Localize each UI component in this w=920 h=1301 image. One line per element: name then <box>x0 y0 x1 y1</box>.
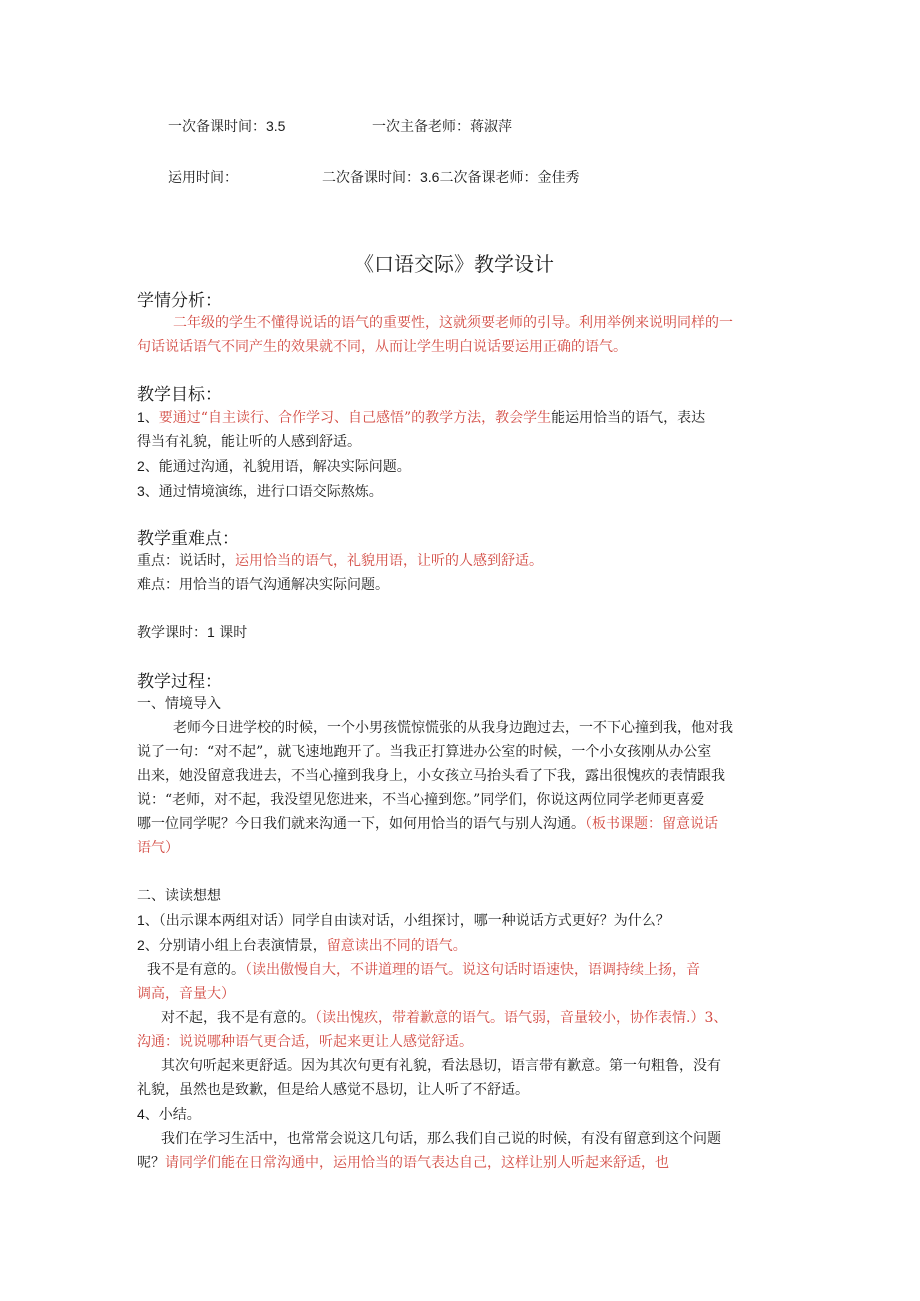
analysis-heading: 学情分析： <box>137 291 222 311</box>
prep2-label: 二次备课时间： <box>322 170 420 186</box>
key-point-main <box>137 549 787 573</box>
dialogue-note-tail: 沟通：说说哪种语气更合适，听起来更让人感觉舒适。 <box>137 1034 473 1050</box>
key-point-text: 运用恰当的语气，礼貌用语，让听的人感到舒适。 <box>235 553 543 569</box>
spacer <box>137 860 787 884</box>
paragraph-line: 礼貌，虽然也是致歉，但是给人感觉不恳切，让人听了不舒适。 <box>137 1082 529 1098</box>
section-title: 一、情境导入 <box>137 696 221 712</box>
dialogue-note: （读出傲慢自大，不讲道理的语气。说这句话时语速快，语调持续上扬，音 <box>245 962 700 978</box>
paragraph-line <box>137 1151 787 1175</box>
paragraph-text: 呢？ <box>137 1155 165 1171</box>
key-heading: 教学重难点： <box>137 529 239 549</box>
paragraph-line: 我们在学习生活中，也常常会说这几句话，那么我们自己说的时候，有没有留意到这个问题 <box>161 1131 721 1147</box>
teacher2-label: 二次备课老师： <box>439 170 538 186</box>
paragraph-line: 说：“老师，对不起，我没望见您进来，不当心撞到您。”同学们，你说这两位同学老师更喜爱 <box>137 792 705 808</box>
board-note-tail: 语气） <box>137 840 179 856</box>
paragraph-text: 哪一位同学呢？今日我们就来沟通一下，如何用恰当的语气与别人沟通。 <box>137 816 585 832</box>
dialogue-note: （读出愧疚，带着歉意的语气。语气弱，音量较小，协作表情.）3、 <box>315 1010 728 1026</box>
lesson-hours <box>137 622 247 642</box>
goal-item <box>137 479 787 504</box>
goal-item <box>137 454 787 479</box>
step-text: 小结。 <box>158 1107 201 1123</box>
lesson-num: 1 <box>207 624 215 640</box>
goal-number: 3、 <box>137 483 159 499</box>
teacher2-name: 金佳秀 <box>537 170 580 186</box>
difficult-point: 难点：用恰当的语气沟通解决实际问题。 <box>137 577 389 593</box>
teacher1-label: 一次主备老师： <box>372 119 470 135</box>
goal-item <box>137 405 787 430</box>
prep1-date: 3.5 <box>266 118 286 134</box>
step-number: 2、 <box>137 937 159 953</box>
key-point-label: 重点：说话时， <box>137 553 235 569</box>
dialogue-text: 对不起，我不是有意的。 <box>161 1010 315 1026</box>
board-note: （板书课题：留意说话 <box>585 816 718 832</box>
paragraph-line <box>137 812 787 836</box>
section-title: 二、读读想想 <box>137 888 221 904</box>
dialogue-text: 我不是有意的。 <box>147 962 245 978</box>
analysis-line: 句话说话语气不同产生的效果就不同，从而让学生明白说话要运用正确的语气。 <box>137 339 627 355</box>
goal-number: 2、 <box>137 458 159 474</box>
step-note: 留意读出不同的语气。 <box>326 938 467 954</box>
analysis-line: 二年级的学生不懂得说话的语气的重要性，这就须要老师的引导。利用举例来说明同样的一 <box>173 315 733 331</box>
process-body <box>137 692 787 1175</box>
prep2-row <box>322 167 579 187</box>
step-number: 4、 <box>137 1106 159 1122</box>
step-item <box>137 933 787 958</box>
teacher1-name: 蒋淑萍 <box>470 119 512 135</box>
paragraph-line: 其次句听起来更舒适。因为其次句更有礼貌，看法恳切，语言带有歉意。第一句粗鲁，没有 <box>161 1058 721 1074</box>
lesson-label: 教学课时： <box>137 625 207 641</box>
goal-text: 能运用恰当的语气，表达 <box>551 410 706 426</box>
dialogue-note-tail: 调高，音量大） <box>137 986 235 1002</box>
goal-text: 通过情境演练，进行口语交际熬炼。 <box>158 484 383 500</box>
dialogue-line <box>137 958 787 982</box>
prep2-date: 3.6 <box>420 169 440 185</box>
paragraph-line: 出来，她没留意我进去，不当心撞到我身上，小女孩立马抬头看了下我，露出很愧疚的表情跟我 <box>137 768 725 784</box>
prep1-label: 一次备课时间： <box>168 119 266 135</box>
paragraph-line: 说了一句：“对不起”，就飞速地跑开了。当我正打算进办公室的时候，一个小女孩刚从办公室 <box>137 744 712 760</box>
dialogue-line <box>137 1006 787 1030</box>
goal-continuation: 得当有礼貌，能让听的人感到舒适。 <box>137 434 361 450</box>
goal-text: 能通过沟通，礼貌用语，解决实际问题。 <box>158 459 411 475</box>
summary-note: 请同学们能在日常沟通中，运用恰当的语气表达自己，这样让别人听起来舒适，也 <box>165 1155 669 1171</box>
step-item <box>137 1102 787 1127</box>
analysis-body <box>137 311 787 359</box>
process-heading: 教学过程： <box>137 672 222 692</box>
step-number: 1、 <box>137 912 159 928</box>
use-time-label: 运用时间： <box>168 170 238 186</box>
page-title: 《口语交际》教学设计 <box>354 252 554 276</box>
goal-method: 要通过“自主读行、合作学习、自己感悟”的教学方法，教会学生 <box>158 410 552 426</box>
step-text: （出示课本两组对话）同学自由读对话，小组探讨，哪一种说话方式更好？为什么？ <box>158 913 670 929</box>
teacher1-row <box>372 116 512 136</box>
goals-heading: 教学目标： <box>137 385 222 405</box>
step-text: 分别请小组上台表演情景， <box>158 938 327 954</box>
prep1-row <box>168 116 285 136</box>
goals-list <box>137 405 787 504</box>
lesson-unit: 课时 <box>219 625 248 641</box>
step-item <box>137 908 787 933</box>
goal-number: 1、 <box>137 409 159 425</box>
key-points <box>137 549 787 597</box>
paragraph-line: 老师今日进学校的时候，一个小男孩慌惊慌张的从我身边跑过去，一不下心撞到我，他对我 <box>173 720 733 736</box>
